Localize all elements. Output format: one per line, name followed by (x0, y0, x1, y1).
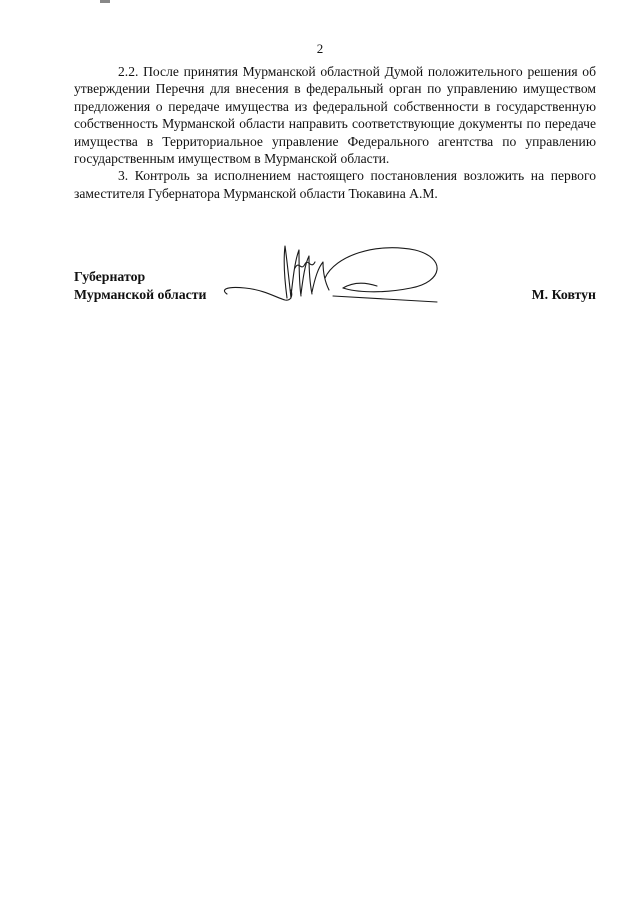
paragraph-3: 3. Контроль за исполнением настоящего постановления возложить на первого заместителя Губернатора Мурманской области Тюкавина А.М. (74, 168, 596, 201)
signatory-title (74, 268, 207, 304)
handwritten-signature (215, 238, 445, 313)
paragraph-2-2: 2.2. После принятия Мурманской областной Думой положительного решения об утверждении Перечня для внесения в федеральный орган по управлению имуществом предложения о передаче имущества из федеральной собственности в государственную собственность Мурманской области направить соответствующие документы по передаче имущества в Территориальное управление Федерального агентства по управлению государственным имуществом в Мурманской области. (74, 64, 596, 167)
document-body (74, 63, 596, 202)
page-number: 2 (316, 41, 324, 56)
signatory-title-line1: Губернатор (74, 269, 146, 284)
signatory-title-line2: Мурманской области (74, 287, 207, 302)
scan-artifact (100, 0, 110, 3)
signatory-name: М. Ковтун (531, 287, 596, 302)
